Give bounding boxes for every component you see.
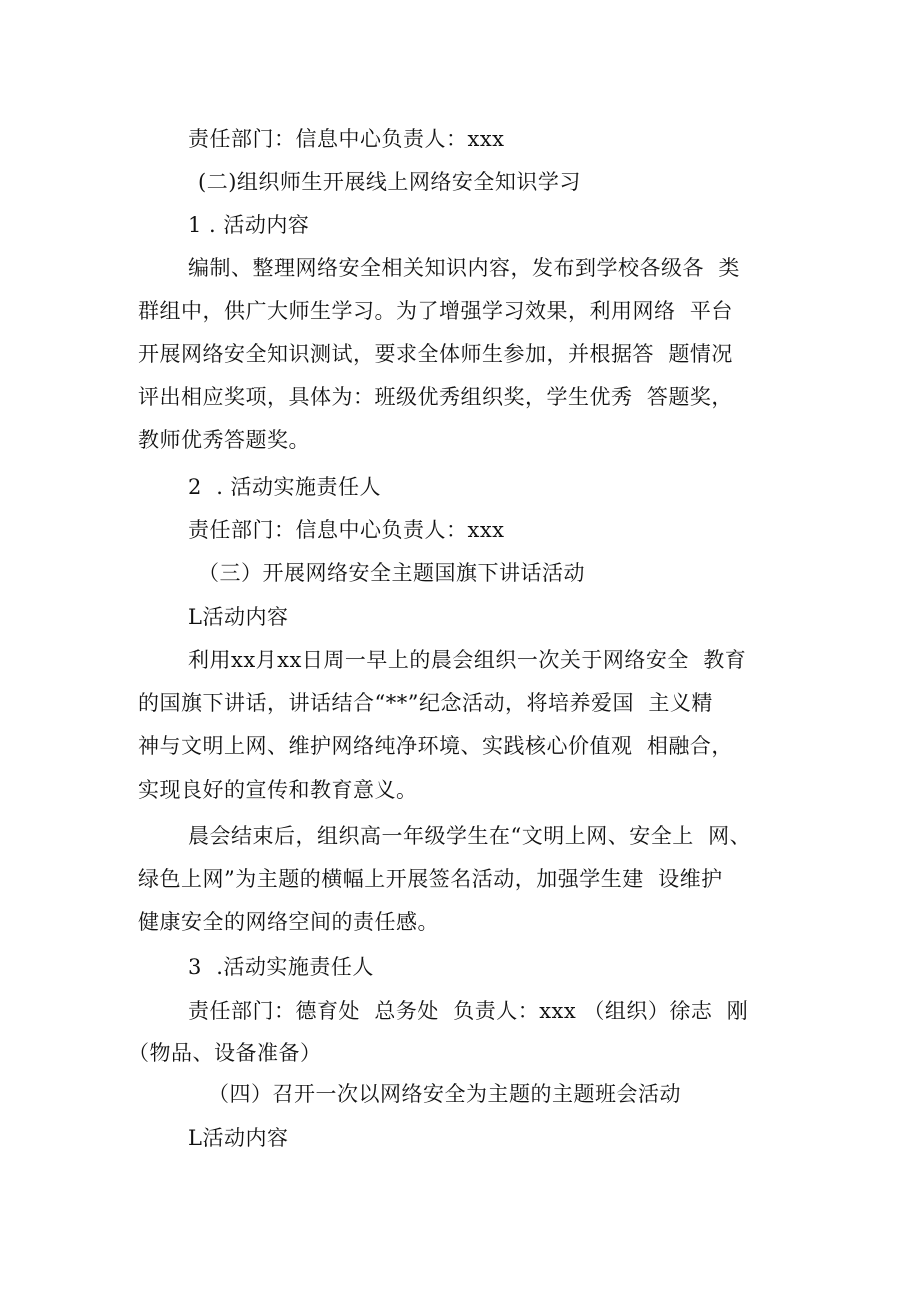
subheading-activity-content-1: 1 . 活动内容 (188, 213, 310, 237)
responsible-dept-line-2: 责任部门：信息中心负责人：xxx (188, 518, 505, 542)
paragraph-line: 评出相应奖项，具体为：班级优秀组织奖，学生优秀 答题奖， (138, 385, 733, 409)
paragraph-line: 健康安全的网络空间的责任感。 (138, 910, 439, 934)
responsible-dept-line-1: 责任部门：信息中心负责人：xxx (188, 127, 505, 151)
paragraph-line: 神与文明上网、维护网络纯净环境、实践核心价值观 相融合， (138, 734, 733, 758)
responsible-dept-line-3: 责任部门：德育处 总务处 负责人：xxx （组织）徐志 刚 (188, 999, 749, 1023)
paragraph-line: 群组中，供广大师生学习。为了增强学习效果，利用网络 平台 (138, 299, 733, 323)
paragraph-line: 实现良好的宣传和教育意义。 (138, 778, 418, 802)
paragraph-line: 绿色上网”为主题的横幅上开展签名活动，加强学生建 设维护 (138, 867, 723, 891)
subheading-responsible-person-3: 3 .活动实施责任人 (188, 955, 374, 979)
paragraph-line: 开展网络安全知识测试，要求全体师生参加，并根据答 题情况 (138, 342, 733, 366)
paragraph-line: （物品、设备准备） (128, 1041, 322, 1065)
subheading-activity-content-L2: L活动内容 (188, 1126, 289, 1150)
section-heading-3: （三）开展网络安全主题国旗下讲话活动 (198, 561, 585, 585)
paragraph-line: 的国旗下讲话，讲话结合“**”纪念活动，将培养爱国 主义精 (138, 691, 713, 715)
subheading-responsible-person-2: 2 . 活动实施责任人 (188, 475, 382, 499)
paragraph-line: 晨会结束后，组织高一年级学生在“文明上网、安全上 网、 (188, 824, 752, 848)
paragraph-line: 编制、整理网络安全相关知识内容，发布到学校各级各 类 (188, 256, 740, 280)
section-heading-4: （四）召开一次以网络安全为主题的主题班会活动 (208, 1082, 681, 1106)
paragraph-line: 利用xx月xx日周一早上的晨会组织一次关于网络安全 教育 (188, 648, 747, 672)
section-heading-2: (二)组织师生开展线上网络安全知识学习 (198, 170, 581, 194)
subheading-activity-content-L1: L活动内容 (188, 605, 289, 629)
paragraph-line: 教师优秀答题奖。 (138, 428, 310, 452)
